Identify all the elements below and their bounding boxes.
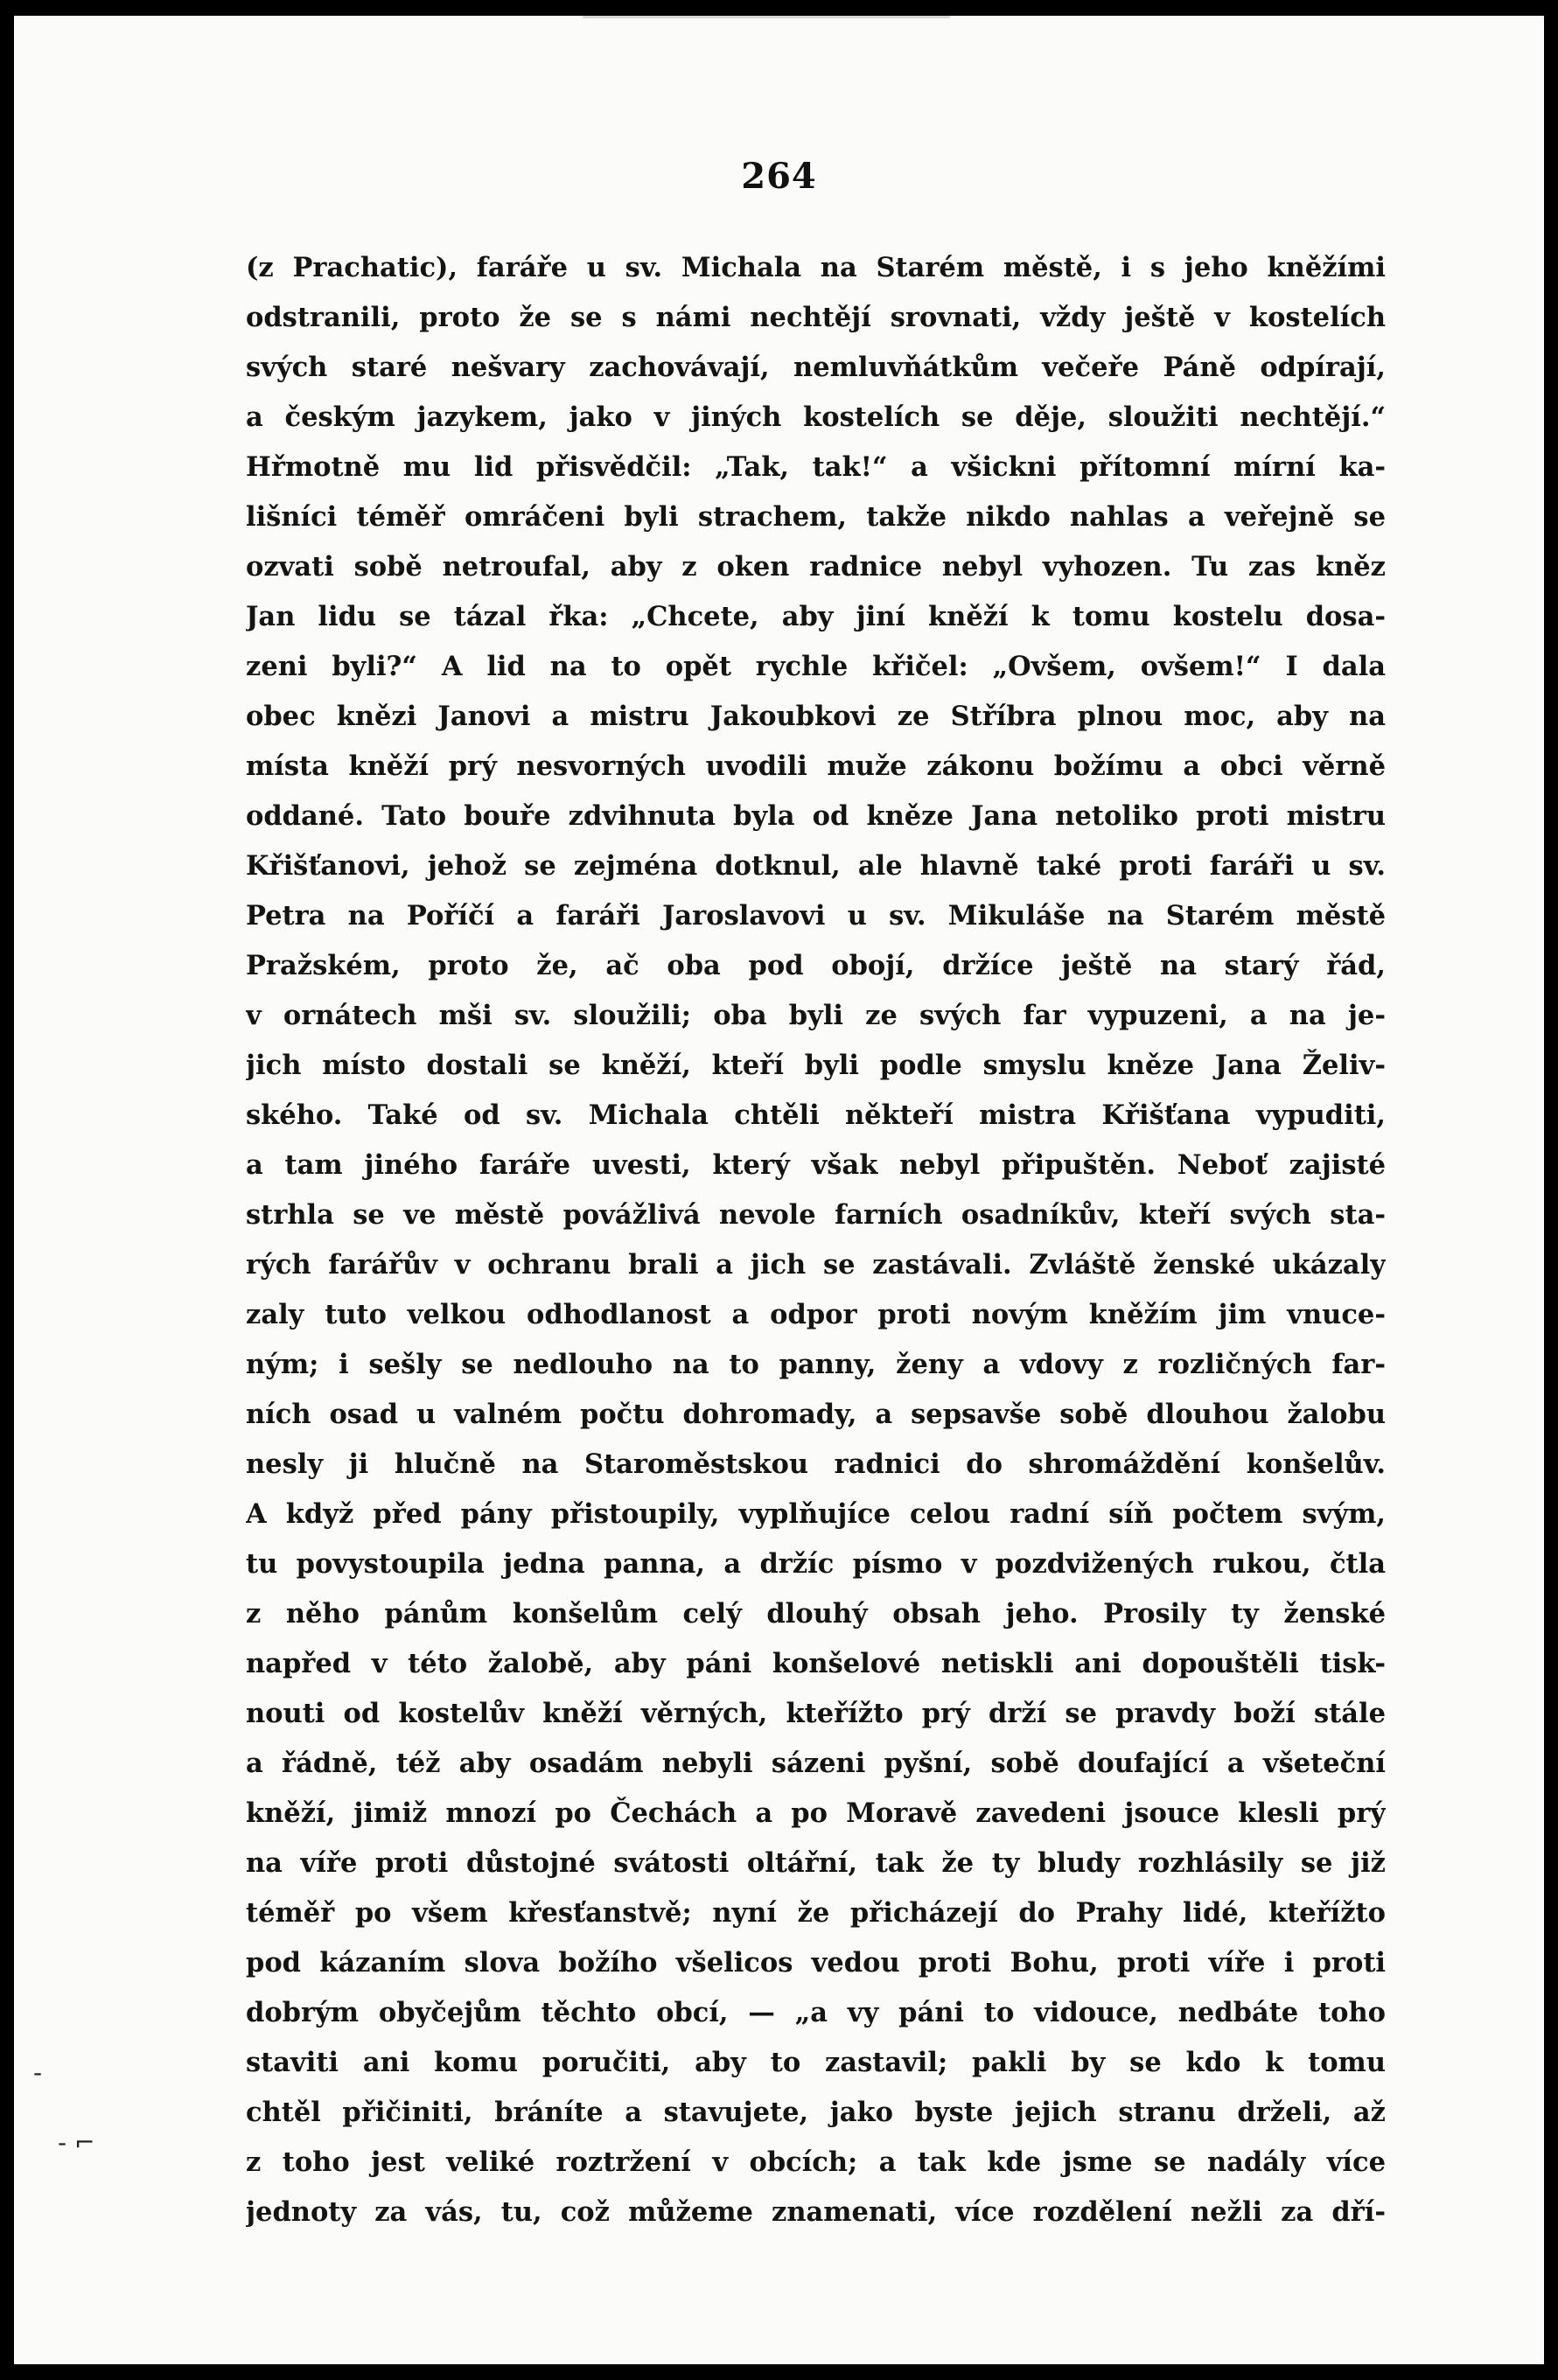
text-line: téměř po všem křesťanstvě; nyní že přicházejí do Prahy lidé, kteřížto [246,1897,1386,1929]
text-line: oddané. Tato bouře zdvihnuta byla od kněze Jana netoliko proti mistru [246,800,1386,832]
text-line: kněží, jimiž mnozí po Čechách a po Moravě zavedeni jsouce klesli prý [246,1797,1386,1829]
text-line: (z Prachatic), faráře u sv. Michala na Starém městě, i s jeho kněžími [246,252,1386,283]
text-line: strhla se ve městě povážlivá nevole farních osadníkův, kteří svých sta- [246,1199,1386,1231]
text-line: Křišťanovi, jehož se zejména dotknul, ale hlavně také proti faráři u sv. [246,850,1386,882]
text-line: jednoty za vás, tu, což můžeme znamenati, více rozdělení nežli za dří- [246,2196,1386,2228]
text-line: zeni byli?“ A lid na to opět rychle křičel: „Ovšem, ovšem!“ I dala [246,651,1386,682]
text-line: Pražském, proto že, ač oba pod obojí, držíce ještě na starý řád, [246,950,1386,981]
text-line: odstranili, proto že se s námi nechtějí srovnati, vždy ještě v kostelích [246,302,1386,333]
text-line: Hřmotně mu lid přisvědčil: „Tak, tak!“ a všickni přítomní mírní ka- [246,451,1386,483]
text-line: z toho jest veliké roztržení v obcích; a tak kde jsme se nadály více [246,2146,1386,2178]
text-line: ského. Také od sv. Michala chtěli někteří mistra Křišťana vypuditi, [246,1099,1386,1131]
page-number: 264 [741,156,817,197]
text-line: a tam jiného faráře uvesti, který však nebyl připuštěn. Neboť zajisté [246,1149,1386,1181]
text-line: ních osad u valném počtu dohromady, a sepsavše sobě dlouhou žalobu [246,1399,1386,1430]
text-line: obec knězi Janovi a mistru Jakoubkovi ze Stříbra plnou moc, aby na [246,701,1386,732]
text-line: na víře proti důstojné svátosti oltářní, tak že ty bludy rozhlásily se již [246,1847,1386,1879]
text-line: Jan lidu se tázal řka: „Chcete, aby jiní kněží k tomu kostelu dosa- [246,601,1386,632]
margin-speck: - [33,2058,43,2087]
text-line: nouti od kostelův kněží věrných, kteřížto prý drží se pravdy boží stále [246,1698,1386,1729]
text-line: ozvati sobě netroufal, aby z oken radnice nebyl vyhozen. Tu zas kněz [246,551,1386,583]
text-line: svých staré nešvary zachovávají, nemluvňátkům večeře Páně odpírají, [246,352,1386,383]
book-page [14,16,1544,2364]
text-line: zaly tuto velkou odhodlanost a odpor proti novým kněžím jim vnuce- [246,1299,1386,1330]
text-line: a českým jazykem, jako v jiných kostelích se děje, sloužiti nechtějí.“ [246,401,1386,433]
text-line: v ornátech mši sv. sloužili; oba byli ze svých far vypuzeni, a na je- [246,1000,1386,1031]
text-line: Petra na Poříčí a faráři Jaroslavovi u sv. Mikuláše na Starém městě [246,900,1386,932]
text-line: jich místo dostali se kněží, kteří byli podle smyslu kněze Jana Želiv- [246,1050,1386,1081]
text-line: místa kněží prý nesvorných uvodili muže zákonu božímu a obci věrně [246,750,1386,782]
text-line: chtěl přičiniti, bráníte a stavujete, jako byste jejich stranu drželi, až [246,2097,1386,2128]
text-line: z něho pánům konšelům celý dlouhý obsah jeho. Prosily ty ženské [246,1598,1386,1630]
text-line: tu povystoupila jedna panna, a držíc písmo v pozdvižených rukou, čtla [246,1548,1386,1580]
text-line: rých farářův v ochranu brali a jich se zastávali. Zvláště ženské ukázaly [246,1249,1386,1281]
body-text [246,243,1386,2237]
page-edge-mark [583,16,950,18]
text-line: A když před pány přistoupily, vyplňujíce celou radní síň počtem svým, [246,1498,1386,1530]
text-line: a řádně, též aby osadám nebyli sázeni pyšní, sobě doufající a všeteční [246,1748,1386,1779]
margin-speck: - ⌐ [58,2128,95,2157]
text-line: lišníci téměř omráčeni byli strachem, takže nikdo nahlas a veřejně se [246,501,1386,533]
text-line: dobrým obyčejům těchto obcí, — „a vy páni to vidouce, nedbáte toho [246,1997,1386,2028]
text-line: staviti ani komu poručiti, aby to zastavil; pakli by se kdo k tomu [246,2047,1386,2078]
text-line: nesly ji hlučně na Staroměstskou radnici do shromáždění konšelův. [246,1448,1386,1480]
text-line: ným; i sešly se nedlouho na to panny, ženy a vdovy z rozličných far- [246,1349,1386,1380]
text-line: pod kázaním slova božího všelicos vedou proti Bohu, proti víře i proti [246,1947,1386,1979]
text-line: napřed v této žalobě, aby páni konšelové netiskli ani dopouštěli tisk- [246,1648,1386,1679]
